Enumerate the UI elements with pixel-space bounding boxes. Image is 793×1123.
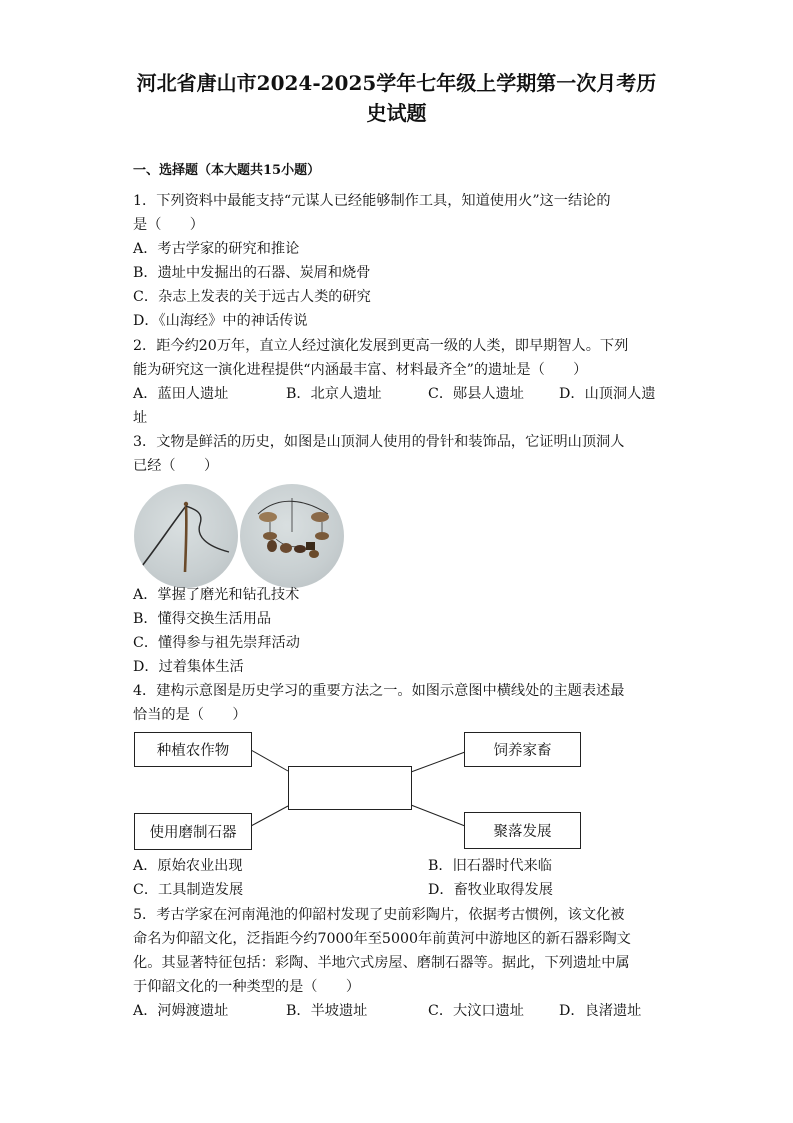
q5-stem-line-1: 5．考古学家在河南渑池的仰韶村发现了史前彩陶片，依据考古惯例，该文化被 [133, 907, 625, 923]
q4-stem-line-1: 4．建构示意图是历史学习的重要方法之一。如图示意图中横线处的主题表述最 [133, 683, 625, 699]
diagram-box-top-left: 种植农作物 [134, 732, 252, 767]
title-line-2: 史试题 [366, 101, 427, 125]
diagram-box-bottom-left: 使用磨制石器 [134, 813, 252, 850]
q5-stem-line-2: 命名为仰韶文化，泛指距今约7000年至5000年前黄河中游地区的新石器彩陶文 [133, 931, 631, 947]
q1-option-b[interactable]: B．遗址中发掘出的石器、炭屑和烧骨 [133, 265, 371, 281]
q4-option-c[interactable]: C．工具制造发展 [133, 882, 244, 898]
q4-option-b[interactable]: B．旧石器时代来临 [428, 858, 552, 874]
q2-stem-line-1: 2．距今约20万年，直立人经过演化发展到更高一级的人类，即早期智人。下列 [133, 338, 629, 354]
diagram-box-top-right: 饲养家畜 [464, 732, 581, 767]
title-line-1: 河北省唐山市2024-2025学年七年级上学期第一次月考历 [136, 71, 657, 95]
q1-stem-line-1: 1．下列资料中最能支持“元谋人已经能够制作工具，知道使用火”这一结论的 [133, 193, 611, 209]
q5-stem-line-3: 化。其显著特征包括：彩陶、半地穴式房屋、磨制石器等。据此，下列遗址中属 [133, 955, 630, 971]
q2-option-d-overflow: 址 [133, 410, 148, 426]
q5-option-a[interactable]: A．河姆渡遗址 [133, 1003, 229, 1019]
q3-option-c[interactable]: C．懂得参与祖先崇拜活动 [133, 635, 300, 651]
q3-option-b[interactable]: B．懂得交换生活用品 [133, 611, 272, 627]
q3-option-a[interactable]: A．掌握了磨光和钻孔技术 [133, 587, 300, 603]
q1-option-d[interactable]: D．《山海经》中的神话传说 [133, 313, 308, 329]
section-heading: 一、选择题（本大题共15小题） [133, 163, 321, 178]
q2-option-c[interactable]: C．郧县人遗址 [428, 386, 524, 402]
q1-option-c[interactable]: C．杂志上发表的关于远古人类的研究 [133, 289, 371, 305]
q5-option-c[interactable]: C．大汶口遗址 [428, 1003, 524, 1019]
q5-stem-line-4: 于仰韶文化的一种类型的是（ ） [133, 979, 361, 995]
q4-stem-line-2: 恰当的是（ ） [133, 707, 247, 723]
q1-option-a[interactable]: A．考古学家的研究和推论 [133, 241, 300, 257]
q3-stem-line-1: 3．文物是鲜活的历史，如图是山顶洞人使用的骨针和装饰品，它证明山顶洞人 [133, 434, 625, 450]
q2-stem-line-2: 能为研究这一演化进程提供“内涵最丰富、材料最齐全”的遗址是（ ） [133, 362, 588, 378]
q3-stem-line-2: 已经（ ） [133, 458, 219, 474]
q5-option-b[interactable]: B．半坡遗址 [286, 1003, 368, 1019]
diagram-box-bottom-right: 聚落发展 [464, 812, 581, 849]
diagram-center-blank-box [288, 766, 412, 810]
q2-option-b[interactable]: B．北京人遗址 [286, 386, 382, 402]
q3-option-d[interactable]: D．过着集体生活 [133, 659, 244, 675]
q2-option-d[interactable]: D．山顶洞人遗 [559, 386, 656, 402]
q2-option-a[interactable]: A．蓝田人遗址 [133, 386, 229, 402]
q5-option-d[interactable]: D．良渚遗址 [559, 1003, 642, 1019]
q1-stem-line-2: 是（ ） [133, 217, 204, 233]
q4-option-d[interactable]: D．畜牧业取得发展 [428, 882, 553, 898]
q4-option-a[interactable]: A．原始农业出现 [133, 858, 243, 874]
